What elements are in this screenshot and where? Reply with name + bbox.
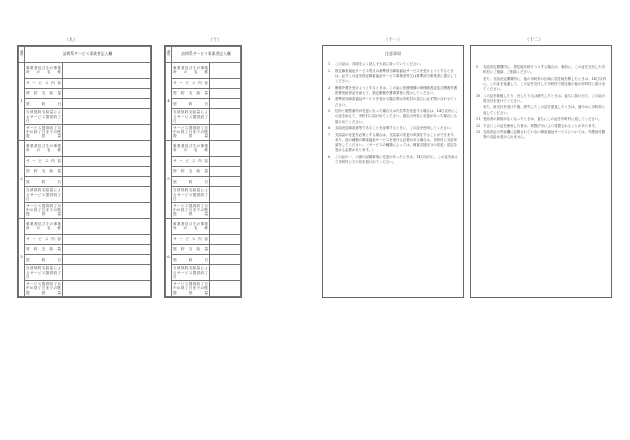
provider-entry-table-10 [165, 46, 241, 297]
table-row [19, 125, 151, 141]
note-text: この証を破損したり、汚したり又は紛失したときは、直ちに届け出て、この証の再交付を受けてください。 [483, 93, 605, 103]
field-value[interactable] [210, 234, 241, 244]
field-value[interactable] [210, 140, 241, 156]
group-number: 4 [166, 62, 172, 140]
field-value[interactable] [63, 156, 151, 166]
field-value[interactable] [63, 62, 151, 78]
note-text: この証の一、六面の記載事項に変更があったときは、14日以内に、この証を添えて市町村にその旨を届け出てください。 [335, 154, 458, 165]
table-row [19, 166, 151, 176]
table-row [19, 88, 151, 98]
field-value[interactable] [63, 177, 151, 187]
note-item [328, 126, 458, 131]
note-number: 2 [328, 68, 331, 73]
note-item [476, 117, 606, 122]
field-label: 事業者及びその事業所の名称 [172, 62, 210, 78]
field-value[interactable] [63, 234, 151, 244]
table-row [166, 265, 241, 281]
field-label: サービス提供終了月中の終了日までの既提供量 [26, 282, 61, 295]
note-number: 12 [476, 123, 481, 128]
header-title: 訪問系サービス事業者記入欄 [25, 47, 151, 63]
field-label: 契約日 [25, 255, 63, 265]
table-row [166, 203, 241, 219]
table-row [166, 166, 241, 176]
note-text: 不正にこの証を使用した者は、刑罰法令により処罰されることがあります。 [483, 123, 599, 128]
field-value[interactable] [210, 109, 241, 125]
note-item [476, 77, 606, 93]
note-number: 1 [328, 62, 331, 67]
provider-entry-table-9 [18, 46, 151, 297]
note-number: 13 [476, 130, 481, 135]
panel-page-11 [322, 45, 464, 298]
notes-list-11 [328, 62, 458, 165]
note-text: 受給者の資格がなくなったときは、直ちにこの証を市町村に返してください。 [483, 117, 602, 122]
field-label: サービス内容 [172, 156, 210, 166]
note-number: 7 [328, 132, 331, 137]
panel-page-12 [470, 45, 612, 298]
table-row [166, 78, 241, 88]
group-number: 6 [166, 218, 172, 296]
table-row [19, 203, 151, 219]
table-row [19, 255, 151, 265]
note-item [476, 130, 606, 141]
table-row [19, 78, 151, 88]
field-label: 事業者及びその事業所の名称 [25, 62, 63, 78]
note-number: 9 [476, 65, 479, 69]
field-label: 契約支給量 [172, 88, 210, 98]
table-row [19, 140, 151, 156]
field-value[interactable] [63, 187, 151, 203]
table-header-row [19, 47, 151, 63]
field-label: 契約日 [172, 99, 210, 109]
note-number: 5 [328, 109, 331, 114]
note-text: 指定障害福祉サービス等又は基準該当障害福祉サービスを受けようとするときは、必ずこの証を指定障害福祉サービス事業者等又は基準該当事業者に提示してください。 [335, 68, 458, 84]
panel-page-10 [164, 45, 242, 298]
field-label: 契約支給量 [25, 166, 63, 176]
field-label: 契約支給量 [172, 166, 210, 176]
field-value[interactable] [63, 255, 151, 265]
panel-page-9 [17, 45, 152, 298]
field-value[interactable] [210, 265, 241, 281]
field-value[interactable] [210, 244, 241, 254]
field-value[interactable] [63, 218, 151, 234]
field-label: 契約日 [172, 255, 210, 265]
field-label: 当該契約支給量によるサービス提供終了日 [26, 266, 61, 279]
note-text: 療養介護を受けようとするときは、この証に医療保険の被保険者証及び療養介護医療受給者証を添えて、指定療養介護事業者に提示してください。 [335, 85, 458, 95]
note-number: 10 [476, 93, 481, 98]
note-text: この証は、各面をよく読んで大切に持っていてください。 [335, 62, 424, 67]
group-number: 2 [19, 140, 25, 218]
field-label: 契約支給量 [25, 244, 63, 254]
table-row [166, 244, 241, 254]
field-label: 事業者及びその事業所の名称 [172, 218, 210, 234]
page-label-9: （九） [64, 38, 78, 43]
table-row [19, 99, 151, 109]
group-number: 1 [19, 62, 25, 140]
field-value[interactable] [63, 203, 151, 219]
field-label: サービス内容 [172, 234, 210, 244]
table-row [19, 156, 151, 166]
field-value[interactable] [210, 62, 241, 78]
field-value[interactable] [210, 218, 241, 234]
table-row [166, 187, 241, 203]
note-number: 8 [328, 154, 331, 159]
field-value[interactable] [63, 109, 151, 125]
field-label: サービス内容 [172, 78, 210, 88]
table-row [166, 281, 241, 297]
field-value[interactable] [210, 281, 241, 297]
table-row [19, 281, 151, 297]
field-label: 当該契約支給量によるサービス提供終了日 [26, 110, 61, 123]
header-number: 番号 [19, 47, 25, 63]
table-row [166, 62, 241, 78]
table-row [166, 255, 241, 265]
table-row [19, 234, 151, 244]
group-number: 5 [166, 140, 172, 218]
field-value[interactable] [210, 187, 241, 203]
note-item [328, 109, 458, 125]
field-value[interactable] [63, 166, 151, 176]
note-text: また、支給決定期間内に、他の市町村の区域に居住地を移したときは、14日以内に、この証を返還して、この証を交付した市町村で居住地の他の市町村に届け出てください。 [483, 76, 606, 92]
table-header-row [166, 47, 241, 63]
field-value[interactable] [63, 265, 151, 281]
field-value[interactable] [210, 125, 241, 141]
field-value[interactable] [210, 78, 241, 88]
table-row [166, 156, 241, 166]
field-label: サービス提供終了月中の終了日までの既提供量 [173, 282, 208, 295]
field-label: 当該契約支給量によるサービス提供終了日 [26, 188, 61, 201]
field-label: 契約日 [25, 177, 63, 187]
note-item [328, 155, 458, 166]
table-row [166, 109, 241, 125]
page-label-12: （十二） [524, 38, 544, 43]
field-value[interactable] [210, 177, 241, 187]
field-label: サービス提供終了月中の終了日までの既提供量 [173, 126, 208, 139]
table-row [166, 234, 241, 244]
field-label: 当該契約支給量によるサービス提供終了日 [173, 266, 208, 279]
field-label: 契約日 [172, 177, 210, 187]
note-number [476, 105, 483, 116]
table-row [166, 88, 241, 98]
notes-list-12 [476, 65, 606, 141]
note-item [476, 124, 606, 129]
field-label: サービス内容 [25, 78, 63, 88]
note-item [328, 69, 458, 85]
field-label: サービス提供終了月中の終了日までの既提供量 [173, 204, 208, 217]
table-row [19, 265, 151, 281]
field-value[interactable] [63, 281, 151, 297]
field-label: 契約日 [25, 99, 63, 109]
note-item [476, 65, 606, 76]
page-label-11: （十一） [383, 38, 403, 43]
header-title: 訪問系サービス事業者記入欄 [172, 47, 241, 63]
field-label: サービス提供終了月中の終了日までの既提供量 [26, 126, 61, 139]
field-value[interactable] [210, 166, 241, 176]
note-text: 支給決定障害者等であることを証明するときに、この証を使用してください。 [335, 126, 454, 131]
field-value[interactable] [63, 244, 151, 254]
note-item [328, 133, 458, 154]
field-label: 事業者及びその事業所の名称 [172, 140, 210, 156]
table-row [19, 244, 151, 254]
note-text: 基準該当障害福祉サービスを受ける場合等は市町村の窓口に必ず問い合わせてください。 [335, 97, 458, 107]
note-item [328, 97, 458, 108]
note-text: 住所と類型番号が変更になった場合又は氏名等を変更する場合は、14日以内にこの証を添えて、市町村に届け出てください。届出の内容に変更があった場合にも届け出てください。 [335, 109, 458, 124]
table-row [166, 218, 241, 234]
field-value[interactable] [63, 140, 151, 156]
note-item [328, 62, 458, 67]
page-label-10: （十） [208, 38, 222, 43]
field-value[interactable] [210, 203, 241, 219]
field-label: 契約支給量 [172, 244, 210, 254]
field-label: サービス内容 [25, 156, 63, 166]
note-number: 4 [328, 97, 331, 102]
table-row [19, 62, 151, 78]
table-row [19, 187, 151, 203]
group-number: 3 [19, 218, 25, 296]
note-text: 支給決定期間内に、居住地を移そうとする場合は、事前に、この証を交付した市町村にご連絡、ご相談ください。 [483, 65, 606, 75]
note-number: 6 [328, 126, 331, 131]
field-label: 事業者及びその事業所の名称 [25, 218, 63, 234]
table-row [166, 140, 241, 156]
field-value[interactable] [210, 88, 241, 98]
field-value[interactable] [63, 88, 151, 98]
field-label: 契約支給量 [25, 88, 63, 98]
notes-title: 注意事項 [385, 51, 401, 56]
note-item [476, 105, 606, 116]
field-value[interactable] [63, 78, 151, 88]
header-number: 番号 [166, 47, 172, 63]
field-label: 当該契約支給量によるサービス提供終了日 [173, 188, 208, 201]
field-value[interactable] [63, 125, 151, 141]
field-value[interactable] [210, 99, 241, 109]
field-label: 当該契約支給量によるサービス提供終了日 [173, 110, 208, 123]
table-row [166, 177, 241, 187]
note-text: 支給決定の内容欄に記載されていない障害福祉サービスについては、介護給付費等の支給は受けられません。 [483, 130, 605, 140]
note-item [476, 94, 606, 105]
table-row [19, 109, 151, 125]
note-number: 11 [476, 117, 481, 122]
field-value[interactable] [210, 156, 241, 166]
field-value[interactable] [63, 99, 151, 109]
note-number [476, 77, 483, 93]
note-text: 支給量の変更を必要とする場合は、支給量の変更の申請をすることができます。また、他の種類の障害福祉サービスを受ける必要がある場合は、市町村に支給申請をしてください。（サービスの種類によっては、障害支援区分の変更）認定を受ける必要があります。） [335, 132, 458, 153]
table-row [19, 218, 151, 234]
note-text: また、再交付を受けた後、紛失したこの証を発見したときは、速やかに市町村に返してください。 [483, 105, 606, 115]
note-item [328, 86, 458, 97]
table-row [166, 99, 241, 109]
field-label: サービス提供終了月中の終了日までの既提供量 [26, 204, 61, 217]
field-label: 事業者及びその事業所の名称 [25, 140, 63, 156]
table-row [19, 177, 151, 187]
note-number: 3 [328, 85, 331, 90]
field-label: サービス内容 [25, 234, 63, 244]
field-value[interactable] [210, 255, 241, 265]
table-row [166, 125, 241, 141]
